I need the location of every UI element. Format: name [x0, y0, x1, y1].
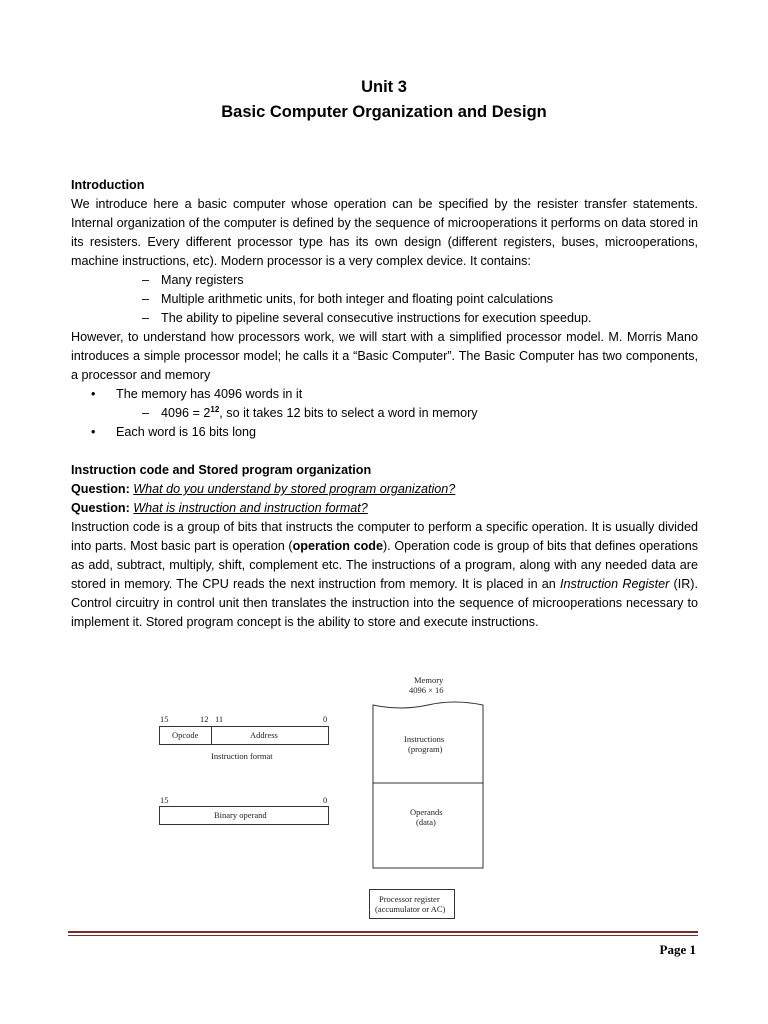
bullet-marker: • [91, 425, 96, 439]
bullet-item [71, 423, 698, 442]
exponent: 12 [210, 404, 220, 414]
memory-block [370, 697, 486, 869]
processor-register-label: Processor register [379, 894, 440, 904]
instructions-label: Instructions [404, 734, 445, 744]
bullet-item [71, 385, 698, 404]
unit-heading: Unit 3 [361, 78, 407, 96]
address-field: Address [250, 730, 278, 740]
question-label: Question: [71, 501, 130, 515]
page-number: Page 1 [659, 942, 696, 957]
para-italic: Instruction Register [560, 577, 670, 591]
para-part: Instruction code is a group of bits that instructs the computer to perform a specific operation. It is usually divided into parts. Most basic part is operation ( [71, 520, 698, 553]
question-2 [71, 499, 698, 518]
formula-text: 4096 = 2 [161, 406, 211, 420]
dash-marker: – [142, 292, 150, 306]
data-label: (data) [416, 817, 436, 827]
instruction-paragraph [71, 518, 698, 632]
para-bold: operation code [292, 539, 383, 553]
bullet-text: The memory has 4096 words in it [116, 387, 303, 401]
intro-paragraph: We introduce here a basic computer whose operation can be specified by the resister transfer statements. Internal organization of the computer is defined by the sequence of microoperations it performs on data stored in its resisters. Every different processor type has its own design (different registers, buses, microoperations, machine instructions, etc). Modern processor is a very complex device. It contains: [71, 197, 698, 268]
para-part: ). Operation code is group of bits that defines operations as add, subtract, multiply, shift, complement etc. The instructions of a program, along with any needed data are stored in memory. The CPU reads the next instruction from memory. It is placed in an [71, 539, 698, 591]
dash-marker: – [142, 406, 150, 420]
binary-operand-label: Binary operand [214, 810, 267, 820]
instruction-format-caption: Instruction format [211, 751, 273, 761]
dash-marker: – [142, 273, 150, 287]
formula-rest: , so it takes 12 bits to select a word in memory [219, 406, 478, 420]
bit-label-0: 0 [323, 795, 328, 805]
list-item-text: The ability to pipeline several consecutive instructions for execution speedup. [161, 311, 592, 325]
list-item-text: Multiple arithmetic units, for both integer and floating point calculations [161, 292, 554, 306]
bit-label-15: 15 [160, 714, 169, 724]
section-heading: Instruction code and Stored program organization [71, 463, 372, 477]
bit-label-11: 11 [215, 714, 224, 724]
memory-label: Memory [414, 675, 444, 685]
bullet-marker: • [91, 387, 96, 401]
page-title: Basic Computer Organization and Design [221, 103, 547, 121]
dash-marker: – [142, 311, 150, 325]
program-label: (program) [408, 744, 443, 754]
list-item [71, 290, 698, 309]
list-item [71, 309, 698, 328]
question-text: What is instruction and instruction format? [133, 501, 368, 515]
bit-label-0: 0 [323, 714, 328, 724]
question-label: Question: [71, 482, 130, 496]
intro-section [71, 176, 698, 632]
bullet-text: Each word is 16 bits long [116, 425, 257, 439]
intro-heading: Introduction [71, 178, 145, 192]
opcode-field: Opcode [172, 730, 199, 740]
list-item-text: Many registers [161, 273, 244, 287]
list-item [71, 271, 698, 290]
bit-label-12: 12 [200, 714, 209, 724]
accumulator-label: (accumulator or AC) [375, 904, 446, 914]
model-paragraph: However, to understand how processors work, we will start with a simplified processor model. M. Morris Mano introduces a simple processor model; he calls it a “Basic Computer”. The Basic Computer has two components, a processor and memory [71, 330, 698, 382]
memory-size: 4096 × 16 [409, 685, 444, 695]
footer-rule-thin [68, 935, 698, 936]
operands-label: Operands [410, 807, 443, 817]
question-1 [71, 480, 698, 499]
footer-rule [68, 931, 698, 933]
field-divider [211, 726, 212, 745]
bit-label-15: 15 [160, 795, 169, 805]
para-part: (IR). Control circuitry in control unit then translates the instruction into the sequence of microoperations necessary to implement it. Stored program concept is the ability to store and execute instructions. [71, 577, 698, 629]
sub-bullet-item [71, 404, 698, 423]
question-text: What do you understand by stored program organization? [133, 482, 456, 496]
